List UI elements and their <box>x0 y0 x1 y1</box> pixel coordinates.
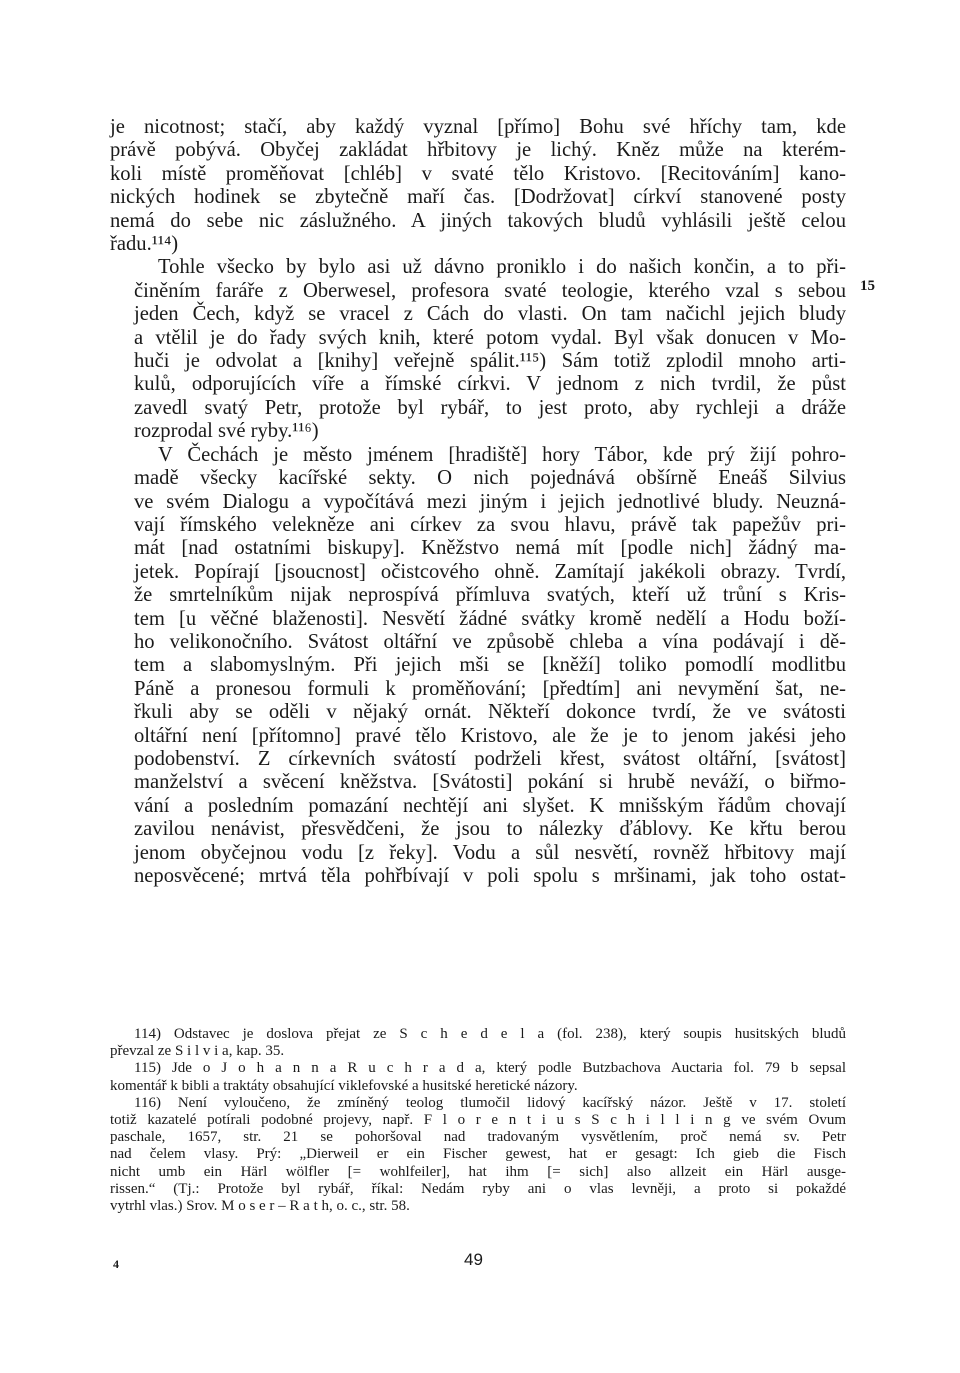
footnote-line: komentář k bibli a traktáty obsahující viklefovské a husitské heretické názory. <box>110 1077 578 1094</box>
footnote-line: 115) Jde o J o h a n n a R u c h r a d a, který podle Butzbachova Auctaria fol. 79 b sepsal <box>134 1060 846 1077</box>
text-line: nických hodinek se zbytečně maří čas. [Dodržovat] církví stanovené posty <box>110 186 846 209</box>
text-line: a vtělil je do řady svých knih, které potom vydal. Byl však donucen v Mo- <box>134 326 846 349</box>
text-line: madě všecky kacířské sekty. O nich pojednává obšírně Eneáš Silvius <box>134 467 846 490</box>
text-line: je nicotnost; stačí, aby každý vyznal [přímo] Bohu své hříchy tam, kde <box>110 116 846 138</box>
text-line: koli místě proměňovat [chléb] v svaté tělo Kristovo. [Recitováním] kano- <box>110 162 846 185</box>
text-line: manželství a svěcení kněžstva. [Svátosti] pokání si hrubě neváží, o biřmo- <box>134 771 846 794</box>
text-line: Páně a pronesou formuli k proměňování; [předtím] ani nevymění šat, ne- <box>134 677 846 700</box>
footnote-line: rissen.“ (Tj.: Protože byl rybář, říkal: Nedám ryby ani o vlas levněji, a proto si pokaždé <box>110 1180 846 1197</box>
text-line: kulů, odporujících víře a římské církvi. V jednom z nich tvrdil, že půst <box>134 373 846 396</box>
text-line: jetek. Popírají [jsoucnost] očistcového ohně. Zamítají jakékoli obrazy. Tvrdí, <box>134 560 846 583</box>
text-line: rozprodal své ryby.¹¹⁶) <box>134 420 319 443</box>
text-line: ve svém Dialogu a vypočítává mezi jiným i jejich jednotlivé bludy. Neuzná- <box>134 490 846 513</box>
text-line: zavilou nenávist, přesvědčeni, že jsou to nálezky ďáblovy. Ke křtu berou <box>134 818 846 841</box>
footnote-115 <box>110 1060 846 1094</box>
text-line: zavedl svatý Petr, protože byl rybář, to jest proto, aby rychleji a dráže <box>134 396 846 419</box>
page-number: 49 <box>464 1250 483 1269</box>
footnote-line: převzal ze S i l v i a, kap. 35. <box>110 1043 285 1060</box>
footnote-116 <box>110 1095 846 1215</box>
text-line: podobenství. Z církevních svátostí podrželi křest, svátost oltářní, [svátost] <box>134 747 846 770</box>
text-line: tem [u věčné blaženosti]. Nesvětí žádné svátky kromě nedělí a Hodu boží- <box>134 607 846 630</box>
footnote-line: 114) Odstavec je doslova přejat ze S c h e d e l a (fol. 238), který soupis husitských bludů <box>134 1026 846 1042</box>
text-line: mát [nad ostatními biskupy]. Kněžstvo nemá mít [podle nich] žádný ma- <box>134 537 846 560</box>
footnote-line: totiž kazatelé potírali podobné projevy, např. F l o r e n t i u s S c h i l l i n g ve svém Ovum <box>110 1112 846 1129</box>
text-line: řkuli aby se oděli v nějaký ornát. Někteří dokonce tvrdí, že ve svátosti <box>134 701 846 724</box>
text-line: nemá do sebe nic záslužného. A jiných takových bludů vyhlásili ještě celou <box>110 209 846 232</box>
text-line: tem a slabomyslným. Při jejich mši se [kněží] toliko pomodlí modlitbu <box>134 654 846 677</box>
text-line: právě pobývá. Obyčej zakládat hřbitovy je lichý. Kněz může na kterém- <box>110 139 846 162</box>
footnote-line: vytrhl vlas.) Srov. M o s e r – R a t h, o. c., str. 58. <box>110 1198 410 1215</box>
footnotes <box>110 1026 846 1215</box>
margin-line-number: 15 <box>860 278 875 294</box>
text-line: oltářní není [přítomno] pravé tělo Kristovo, ale že je to jenom jakési jeho <box>134 724 846 747</box>
main-text <box>110 116 846 888</box>
text-line: V Čechách je město jménem [hradiště] hory Tábor, kde prý žijí pohro- <box>158 443 846 466</box>
footnote-line: paschale, 1657, str. 21 se pohoršoval nad tradovaným vysvětlením, proč nemá sv. Petr <box>110 1129 846 1146</box>
text-line: že smrtelníkům nijak neprospívá přímluva svatých, kteří už trůní s Kris- <box>134 584 846 607</box>
signature-mark: 4 <box>113 1257 119 1271</box>
text-line: huči je odvolat a [knihy] veřejně spálit.¹¹⁵) Sám totiž zplodil mnoho arti- <box>134 350 846 373</box>
text-line: Tohle všecko by bylo asi už dávno proniklo i do našich končin, a to při- <box>158 256 846 279</box>
footnote-line: nicht umb ein Härl wölfler [= wohlfeiler], hat ihm [= sich] also allzeit ein Härl ausge- <box>110 1163 846 1180</box>
text-line: ho velikonočního. Svátost oltářní ve způsobě chleba a vína podávají i dě- <box>134 630 846 653</box>
text-line: vají římského velekněze ani církev za svou hlavu, právě tak papežův pri- <box>134 513 846 536</box>
paragraph-3 <box>110 444 846 889</box>
paragraph-1 <box>110 116 846 256</box>
paragraph-2 <box>110 256 846 443</box>
footnote-line: 116) Není vyloučeno, že zmíněný teolog tlumočil lidový kacířský názor. Ještě v 17. století <box>134 1094 846 1111</box>
text-line: vání a posledním pomazání nechtějí ani slyšet. K mnišským řádům chovají <box>134 794 846 817</box>
text-line: neposvěcené; mrtvá těla pohřbívají v poli spolu s mršinami, jak toho ostat- <box>134 865 846 887</box>
text-line: jeden Čech, když se vracel z Cách do vlasti. On tam načichl jejich bludy <box>134 303 846 326</box>
text-line: činěním faráře z Oberwesel, profesora svaté teologie, kterého vzal s sebou <box>134 279 846 302</box>
text-line: jenom obyčejnou vodu [z řeky]. Vodu a sůl nesvětí, rovněž hřbitovy mají <box>134 841 846 864</box>
footnote-line: nad čelem vlasy. Prý: „Dierweil er ein Fischer gewest, hat er gesagt: Ich gieb die Fisch <box>110 1146 846 1163</box>
footnote-114 <box>110 1026 846 1060</box>
text-line: řadu.¹¹⁴) <box>110 233 179 256</box>
